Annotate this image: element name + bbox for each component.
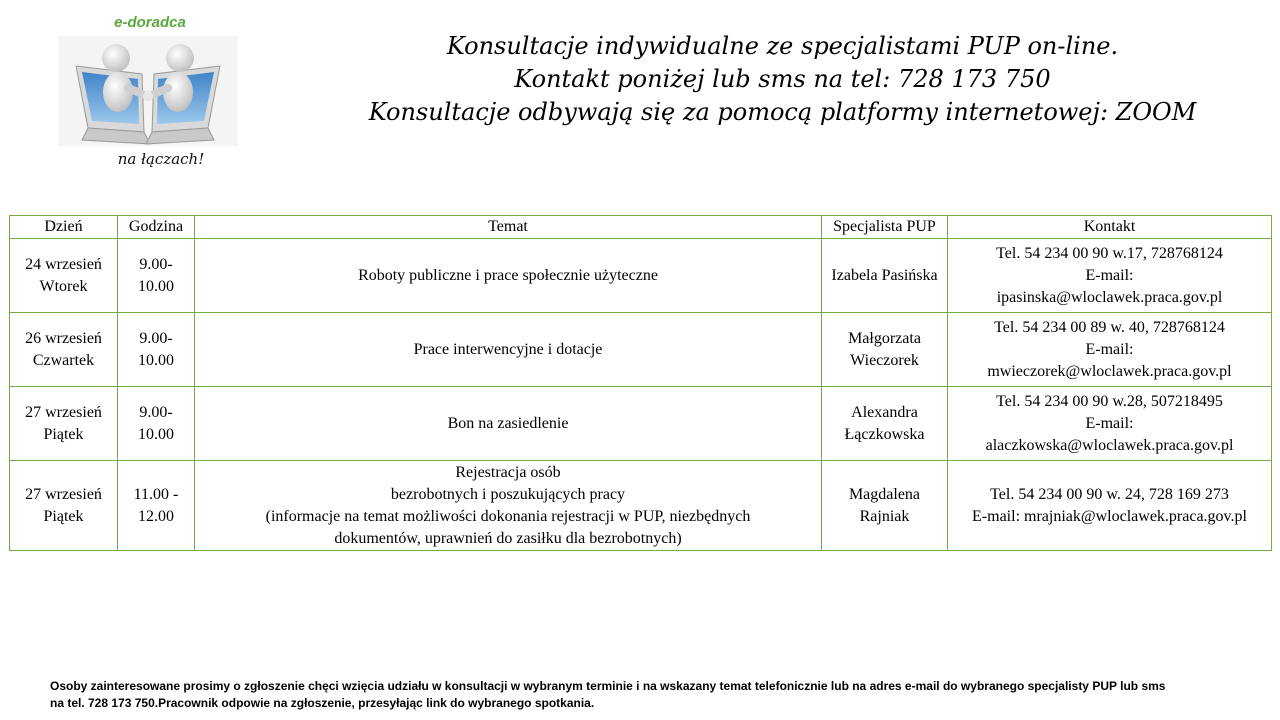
email-link[interactable]: mwieczorek@wloclawek.praca.gov.pl (987, 362, 1232, 380)
logo-tagline: na łączach! (117, 150, 205, 168)
header-day: Dzień (10, 216, 118, 239)
time-cell: 11.00 - 12.00 (118, 461, 195, 551)
contact-cell: Tel. 54 234 00 90 w. 24, 728 169 273 E-mail: mrajniak@wloclawek.praca.gov.pl (948, 461, 1272, 551)
header-topic: Temat (195, 216, 822, 239)
handshake-laptops-illustration (58, 36, 238, 146)
day-cell: 26 wrzesień Czwartek (10, 313, 118, 387)
header-line-1: Konsultacje indywidualne ze specjalistami PUP on-line. (446, 32, 1119, 60)
contact-cell: Tel. 54 234 00 90 w.28, 507218495 E-mail: alaczkowska@wloclawek.praca.gov.pl (948, 387, 1272, 461)
logo-title: e-doradca (114, 14, 186, 31)
topic-cell: Bon na zasiedlenie (195, 387, 822, 461)
specialist-cell: Małgorzata Wieczorek (822, 313, 948, 387)
table-row (10, 461, 1272, 551)
header-line-2: Kontakt poniżej lub sms na tel: 728 173 750 (514, 65, 1051, 93)
table-row (10, 239, 1272, 313)
e-doradca-logo (58, 10, 238, 175)
footer-line-2: na tel. 728 173 750.Pracownik odpowie na zgłoszenie, przesyłając link do wybranego spotkania. (50, 696, 595, 710)
day-cell: 24 wrzesień Wtorek (10, 239, 118, 313)
specialist-cell: Alexandra Łączkowska (822, 387, 948, 461)
page-header (290, 30, 1275, 129)
consultation-schedule-table (9, 215, 1272, 551)
time-cell: 9.00- 10.00 (118, 387, 195, 461)
specialist-cell: Izabela Pasińska (822, 239, 948, 313)
footer-line-1: Osoby zainteresowane prosimy o zgłoszenie chęci wzięcia udziału w konsultacji w wybranym terminie i na wskazany temat telefonicznie lub na adres e-mail do wybranego specjalisty PUP lub sms (50, 679, 1166, 693)
email-link[interactable]: alaczkowska@wloclawek.praca.gov.pl (985, 436, 1234, 454)
contact-cell: Tel. 54 234 00 89 w. 40, 728768124 E-mail: mwieczorek@wloclawek.praca.gov.pl (948, 313, 1272, 387)
time-cell: 9.00- 10.00 (118, 239, 195, 313)
day-cell: 27 wrzesień Piątek (10, 461, 118, 551)
topic-cell: Prace interwencyjne i dotacje (195, 313, 822, 387)
day-cell: 27 wrzesień Piątek (10, 387, 118, 461)
header-contact: Kontakt (948, 216, 1272, 239)
header-line-3: Konsultacje odbywają się za pomocą platformy internetowej: ZOOM (368, 98, 1197, 126)
topic-cell: Rejestracja osób bezrobotnych i poszukujących pracy (informacje na temat możliwości dokonania rejestracji w PUP, niezbędnych dokumentów, uprawnień do zasiłku dla bezrobotnych) (195, 461, 822, 551)
table-row (10, 387, 1272, 461)
topic-cell: Roboty publiczne i prace społecznie użyteczne (195, 239, 822, 313)
time-cell: 9.00- 10.00 (118, 313, 195, 387)
header-time: Godzina (118, 216, 195, 239)
specialist-cell: Magdalena Rajniak (822, 461, 948, 551)
email-link[interactable]: ipasinska@wloclawek.praca.gov.pl (996, 288, 1223, 306)
contact-cell: Tel. 54 234 00 90 w.17, 728768124 E-mail: ipasinska@wloclawek.praca.gov.pl (948, 239, 1272, 313)
footer-note (50, 678, 1260, 712)
email-link[interactable]: E-mail: mrajniak@wloclawek.praca.gov.pl (972, 507, 1247, 525)
table-header-row (10, 216, 1272, 239)
table-row (10, 313, 1272, 387)
header-specialist: Specjalista PUP (822, 216, 948, 239)
